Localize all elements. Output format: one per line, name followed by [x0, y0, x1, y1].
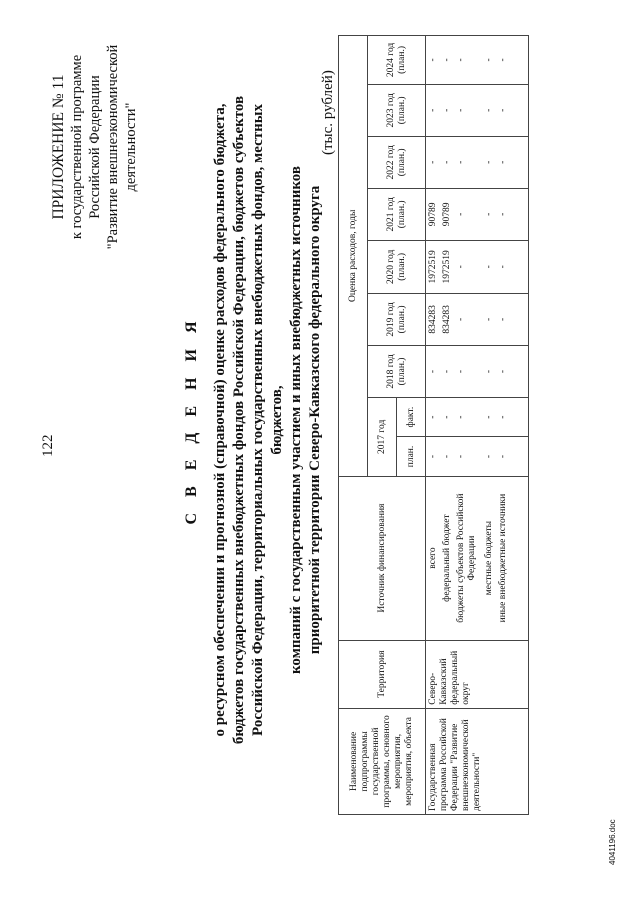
value-cell: - — [428, 369, 438, 374]
appendix-line: "Развитие внешнеэкономической — [105, 44, 121, 250]
value-cell: - — [456, 212, 466, 216]
value-cell: - — [498, 415, 508, 419]
appendix-line: Российской Федерации — [87, 75, 103, 219]
appendix-line: деятельности" — [123, 102, 139, 192]
header-2017-fact: факт. — [397, 397, 426, 436]
value-cell: - — [442, 415, 452, 419]
value-cell: - — [498, 58, 508, 62]
value-cell: - — [498, 108, 508, 112]
value-cell: - — [484, 317, 494, 321]
value-cell: - — [442, 369, 452, 374]
header-2018: 2018 год (план.) — [368, 345, 426, 397]
appendix-line: к государственной программе — [69, 54, 85, 240]
value-cell: 834283 — [428, 305, 438, 334]
value-cell: - — [498, 369, 508, 374]
value-cell: - — [484, 265, 494, 269]
value-cell: - — [428, 160, 438, 164]
header-2020: 2020 год (план.) — [368, 240, 426, 293]
header-year-2017: 2017 год — [368, 397, 397, 476]
value-cell: - — [456, 265, 466, 269]
col-2018 — [426, 345, 529, 397]
heading-title: С В Е Д Е Н И Я — [183, 315, 200, 525]
value-cell: - — [428, 415, 438, 419]
value-cell: - — [442, 108, 452, 112]
page-number: 122 — [40, 434, 56, 457]
source-regional: бюджеты субъектов Российской Федерации — [456, 493, 477, 623]
header-2019: 2019 год (план.) — [368, 293, 426, 345]
value-cell: - — [484, 212, 494, 216]
col-2017-fact — [426, 397, 529, 436]
col-2019 — [426, 293, 529, 345]
header-2024: 2024 год (план.) — [368, 36, 426, 85]
value-cell: - — [456, 58, 466, 62]
value-cell: - — [498, 160, 508, 164]
value-cell: - — [456, 108, 466, 112]
value-cell: 90789 — [428, 202, 438, 227]
col-2017-plan — [426, 437, 529, 476]
value-cell: - — [442, 454, 452, 459]
row-program-name: Государственная программа Российской Федерации "Развитие внешнеэкономической деятельности" — [426, 708, 529, 814]
heading-line: компаний с государственным участием и иных внебюджетных источников — [288, 165, 304, 675]
appendix-block — [50, 37, 140, 257]
col-2022 — [426, 136, 529, 188]
heading-line: бюджетов государственных внебюджетных фондов Российской Федерации, бюджетов субъектов — [231, 95, 247, 745]
header-2021: 2021 год (план.) — [368, 188, 426, 240]
units-label: (тыс. рублей) — [320, 70, 336, 155]
expenses-table — [338, 35, 529, 815]
document-heading — [183, 85, 325, 755]
row-territory: Северо-Кавказский федеральный округ — [426, 640, 529, 708]
value-cell: - — [456, 369, 466, 374]
value-cell: - — [442, 160, 452, 164]
col-2023 — [426, 84, 529, 136]
source-other: иные внебюджетные источники — [498, 493, 508, 623]
header-source: Источник финансирования — [339, 476, 426, 640]
row-sources — [426, 476, 529, 640]
value-cell: - — [498, 265, 508, 269]
value-cell: 1972519 — [428, 250, 438, 284]
source-local: местные бюджеты — [484, 520, 494, 596]
value-cell: - — [484, 160, 494, 164]
value-cell: - — [456, 415, 466, 419]
value-cell: - — [484, 454, 494, 459]
col-2024 — [426, 36, 529, 85]
value-cell: - — [428, 58, 438, 62]
value-cell: 1972519 — [442, 250, 452, 284]
value-cell: - — [456, 454, 466, 459]
header-territory: Территория — [339, 640, 426, 708]
heading-line: о ресурсном обеспечении и прогнозной (справочной) оценке расходов федерального бюджета, — [212, 103, 228, 737]
value-cell: 90789 — [442, 202, 452, 227]
value-cell: - — [484, 415, 494, 419]
value-cell: - — [442, 58, 452, 62]
col-2021 — [426, 188, 529, 240]
value-cell: - — [498, 454, 508, 459]
value-cell: - — [498, 212, 508, 216]
appendix-title: ПРИЛОЖЕНИЕ № 11 — [50, 74, 67, 220]
file-name: 4041196.doc — [608, 819, 617, 865]
value-cell: - — [484, 369, 494, 374]
heading-line: приоритетной территории Северо-Кавказского федерального округа — [307, 185, 323, 655]
header-estimate: Оценка расходов, годы — [339, 36, 368, 477]
source-total: всего — [428, 547, 438, 569]
value-cell: - — [484, 58, 494, 62]
value-cell: - — [484, 108, 494, 112]
value-cell: 834283 — [442, 305, 452, 334]
header-2022: 2022 год (план.) — [368, 136, 426, 188]
value-cell: - — [456, 317, 466, 321]
header-name: Наименование подпрограммы государственной программы, основного мероприятия, мероприятия, объекта — [339, 708, 426, 814]
source-federal: федеральный бюджет — [442, 514, 452, 602]
value-cell: - — [428, 454, 438, 459]
header-2017-plan: план. — [397, 437, 426, 476]
value-cell: - — [498, 317, 508, 321]
header-2023: 2023 год (план.) — [368, 84, 426, 136]
value-cell: - — [428, 108, 438, 112]
heading-line: Российской Федерации, территориальных государственных внебюджетных фондов, местных бюджетов, — [250, 104, 285, 736]
col-2020 — [426, 240, 529, 293]
value-cell: - — [456, 160, 466, 164]
